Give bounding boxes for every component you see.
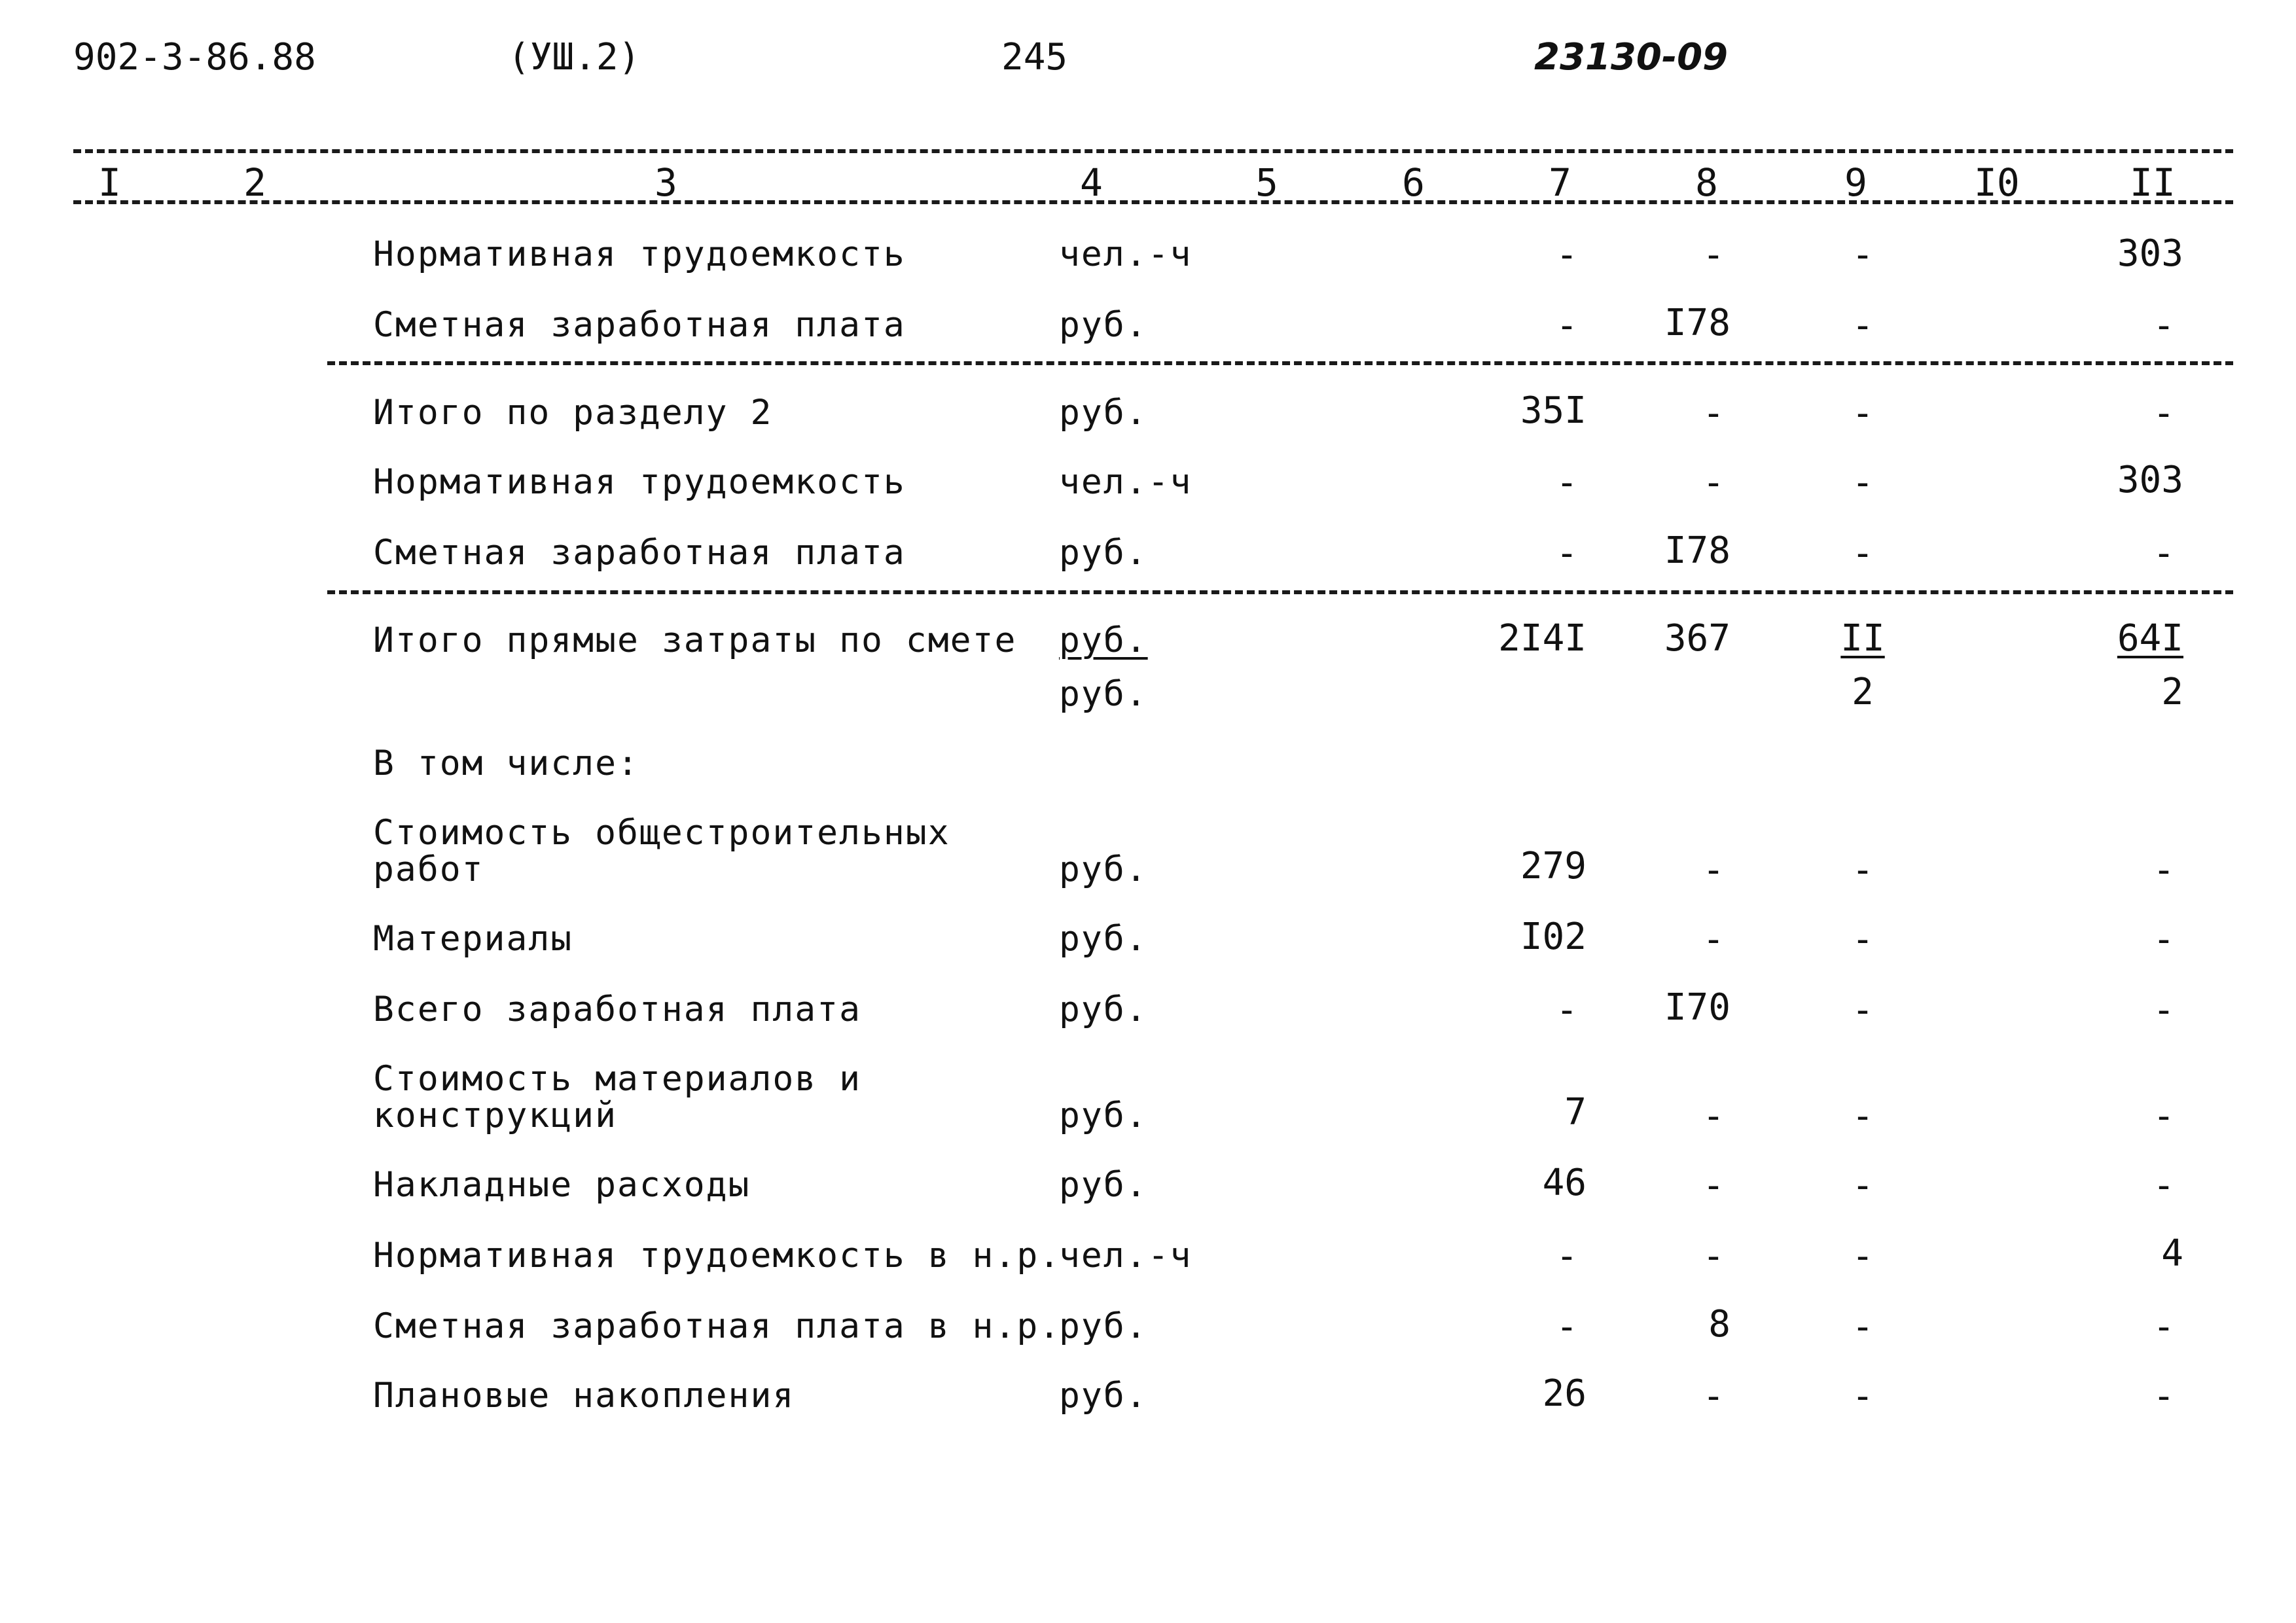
row-label: Сметная заработная плата [373, 533, 906, 573]
row-unit: руб. [1059, 620, 1148, 660]
col-header-10: I0 [1974, 160, 2020, 205]
row-value-col11: - [2153, 1095, 2175, 1137]
row-label: Плановые накопления [373, 1376, 795, 1416]
row-value-col8: 367 [1664, 617, 1731, 660]
row-value-col11-secondary: 2 [2161, 671, 2183, 713]
row-value-col9-secondary: 2 [1852, 671, 1874, 713]
row-value-col7: - [1556, 1306, 1578, 1348]
row-value-col8: I70 [1664, 986, 1731, 1029]
row-value-col7: - [1556, 532, 1578, 575]
row-value-col8: - [1702, 1095, 1725, 1137]
volume-label: (УШ.2) [508, 36, 641, 79]
col-header-5: 5 [1255, 160, 1278, 205]
row-label: Сметная заработная плата [373, 305, 906, 345]
row-value-col11: - [2153, 1306, 2175, 1348]
col-header-3: 3 [655, 160, 677, 205]
row-value-col8: - [1702, 918, 1725, 961]
header-top-rule [73, 149, 2233, 153]
row-label: Стоимость общестроительных [373, 813, 950, 853]
row-unit: чел.-ч [1059, 1236, 1193, 1275]
page-number: 245 [1001, 36, 1068, 79]
row-label: Нормативная трудоемкость в н.р. [373, 1236, 1062, 1275]
header-bottom-rule [73, 200, 2233, 204]
row-value-col9: II [1840, 617, 1885, 660]
row-value-col9: - [1852, 1306, 1874, 1348]
row-value-col7: I02 [1520, 916, 1587, 958]
stamp-number: 23130-09 [1534, 36, 1728, 79]
row-value-col9: - [1852, 918, 1874, 961]
section-rule [327, 590, 2233, 594]
row-value-col8: - [1702, 1164, 1725, 1207]
row-value-col8: - [1702, 234, 1725, 276]
row-value-col11: 64I [2117, 617, 2183, 660]
row-value-col8: - [1702, 849, 1725, 891]
col-header-9: 9 [1844, 160, 1867, 205]
row-label: Материалы [373, 919, 573, 959]
row-value-col7: - [1556, 304, 1578, 347]
row-value-col11: - [2153, 1164, 2175, 1207]
row-value-col9: - [1852, 461, 1874, 504]
row-value-col9: - [1852, 234, 1874, 276]
row-value-col8: I78 [1664, 302, 1731, 344]
row-value-col7: - [1556, 989, 1578, 1031]
row-unit: руб. [1059, 990, 1148, 1029]
row-unit-secondary: руб. [1059, 674, 1148, 714]
row-unit: руб. [1059, 1165, 1148, 1205]
col-header-4: 4 [1080, 160, 1103, 205]
row-value-col7: 46 [1542, 1162, 1587, 1204]
row-value-col8: - [1702, 392, 1725, 435]
row-unit: руб. [1059, 305, 1148, 345]
row-label: Накладные расходы [373, 1165, 751, 1205]
row-value-col9: - [1852, 1095, 1874, 1137]
row-value-col7: - [1556, 1235, 1578, 1277]
row-value-col8: - [1702, 461, 1725, 504]
row-value-col11: 4 [2161, 1232, 2183, 1275]
col-header-6: 6 [1402, 160, 1425, 205]
row-label: Итого по разделу 2 [373, 393, 773, 433]
row-value-col11: 303 [2117, 459, 2183, 501]
col-header-2: 2 [243, 160, 266, 205]
row-value-col9: - [1852, 532, 1874, 575]
row-label-continued: конструкций [373, 1096, 617, 1135]
row-unit: руб. [1059, 533, 1148, 573]
col-header-11: II [2130, 160, 2176, 205]
row-value-col8: - [1702, 1235, 1725, 1277]
row-label-continued: работ [373, 849, 484, 889]
row-unit: руб. [1059, 1096, 1148, 1135]
row-unit: руб. [1059, 1306, 1148, 1346]
row-unit: руб. [1059, 1376, 1148, 1416]
row-value-col7: 35I [1520, 389, 1587, 432]
row-value-col9: - [1852, 1164, 1874, 1207]
row-label: Итого прямые затраты по смете [373, 620, 1017, 660]
row-label: Всего заработная плата [373, 990, 861, 1029]
row-value-col8: - [1702, 1375, 1725, 1418]
row-value-col9: - [1852, 989, 1874, 1031]
row-value-col11: - [2153, 989, 2175, 1031]
row-unit: руб. [1059, 919, 1148, 959]
row-value-col11: - [2153, 849, 2175, 891]
row-label: Стоимость материалов и [373, 1059, 861, 1099]
row-value-col9: - [1852, 1235, 1874, 1277]
row-value-col11: - [2153, 304, 2175, 347]
row-value-col9: - [1852, 304, 1874, 347]
col-header-7: 7 [1549, 160, 1571, 205]
row-label: Сметная заработная плата в н.р. [373, 1306, 1062, 1346]
row-value-col7: 26 [1542, 1372, 1587, 1415]
row-value-col11: - [2153, 1375, 2175, 1418]
row-value-col11: - [2153, 918, 2175, 961]
row-value-col8: I78 [1664, 529, 1731, 572]
row-value-col7: 279 [1520, 845, 1587, 887]
row-unit: чел.-ч [1059, 234, 1193, 274]
row-label: Нормативная трудоемкость [373, 462, 906, 502]
row-unit: руб. [1059, 849, 1148, 889]
row-value-col9: - [1852, 392, 1874, 435]
row-value-col8: 8 [1708, 1303, 1731, 1346]
row-label: Нормативная трудоемкость [373, 234, 906, 274]
document-code: 902-3-86.88 [73, 36, 316, 79]
col-header-8: 8 [1695, 160, 1718, 205]
section-rule [327, 361, 2233, 365]
row-value-col7: 7 [1564, 1091, 1587, 1133]
row-label: В том числе: [373, 743, 639, 783]
row-unit: чел.-ч [1059, 462, 1193, 502]
row-value-col11: 303 [2117, 232, 2183, 275]
row-value-col7: 2I4I [1498, 617, 1587, 660]
row-value-col11: - [2153, 532, 2175, 575]
row-unit: руб. [1059, 393, 1148, 433]
col-header-1: I [98, 160, 121, 205]
row-value-col7: - [1556, 234, 1578, 276]
row-value-col9: - [1852, 849, 1874, 891]
row-value-col11: - [2153, 392, 2175, 435]
row-value-col7: - [1556, 461, 1578, 504]
row-value-col9: - [1852, 1375, 1874, 1418]
